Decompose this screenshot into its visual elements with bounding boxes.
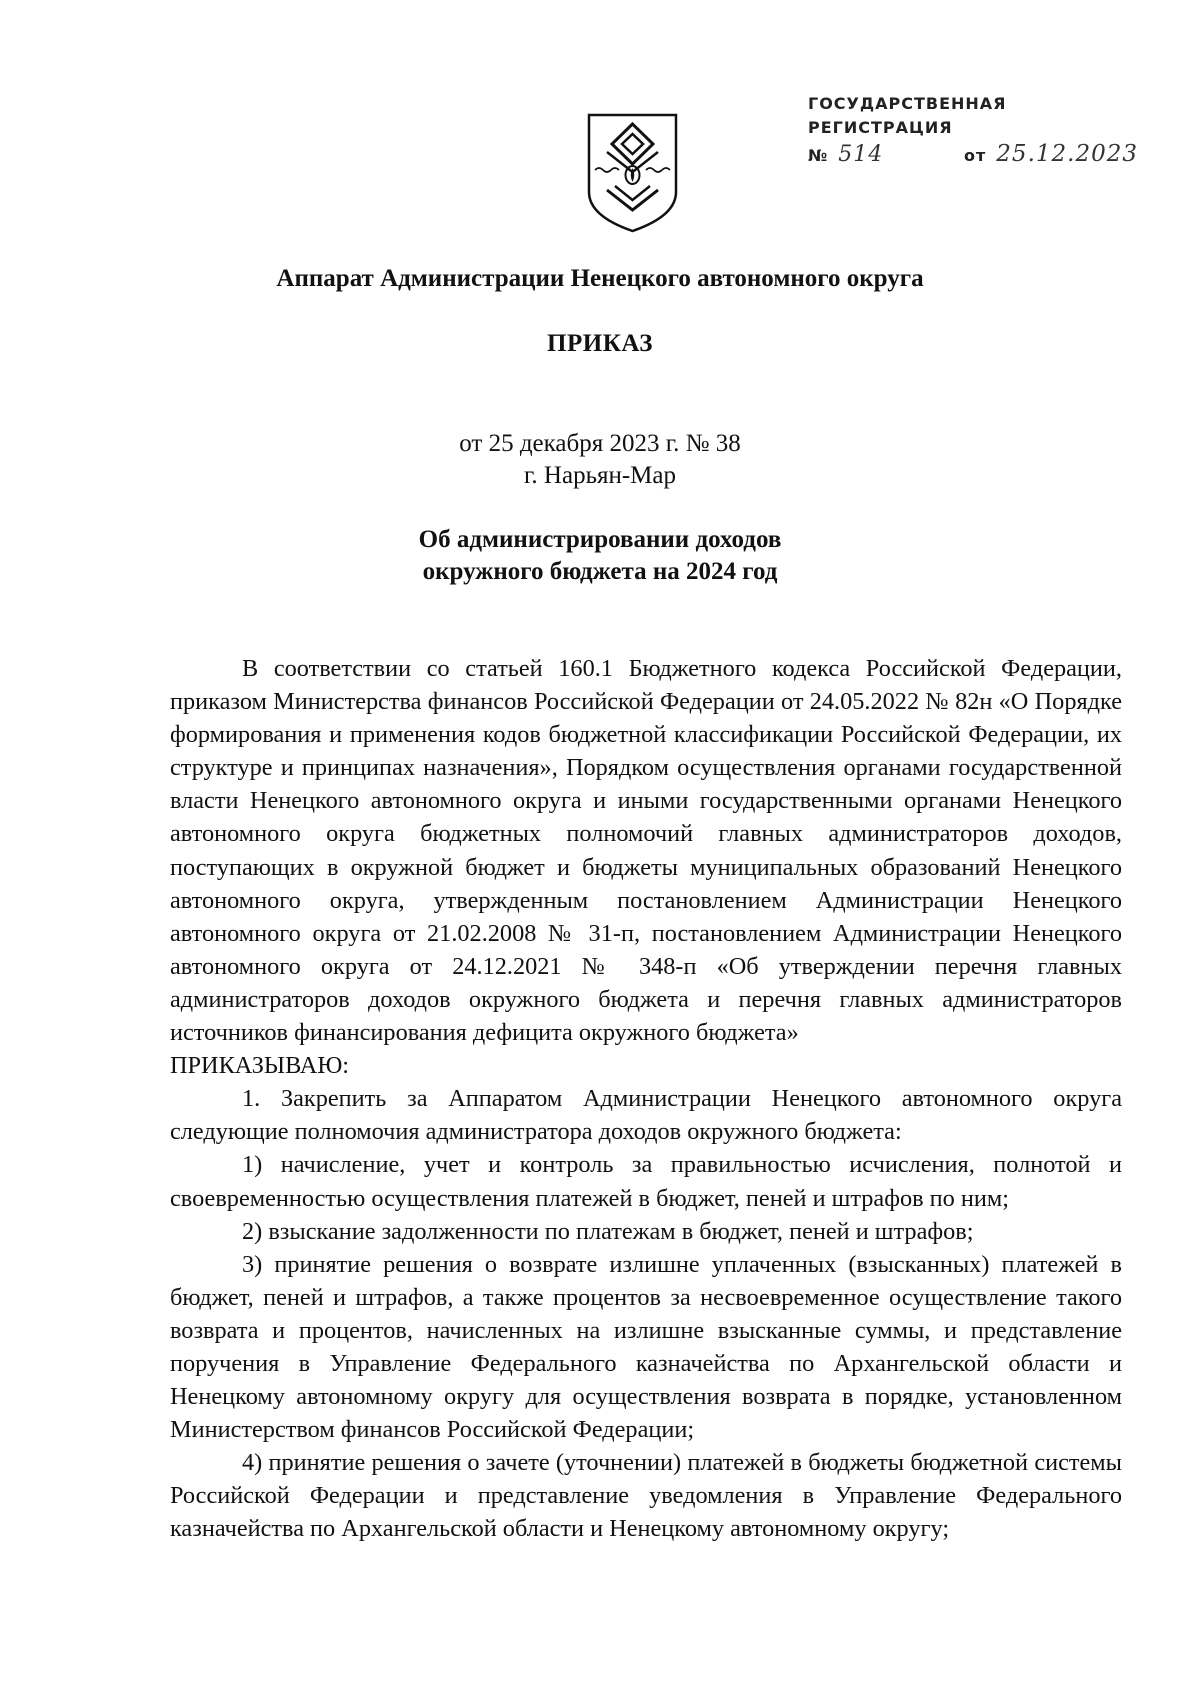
registration-stamp (808, 92, 1138, 168)
stamp-line-1: ГОСУДАРСТВЕННАЯ (808, 94, 1007, 113)
document-type: ПРИКАЗ (547, 330, 653, 357)
coat-of-arms-emblem (585, 112, 680, 234)
subitem-3-paragraph: 3) принятие решения о возврате излишне уплаченных (взысканных) платежей в бюджет, пеней и штрафов, а также процентов за несвоевременное осуществление такого возврата и процентов, начисленных на излишне взысканные суммы, и представление поручения в Управление Федерального казначейства по Архангельской области и Ненецкому автономному округу для осуществления возврата в порядке, установленном Министерством финансов Российской Федерации; (170, 1250, 1122, 1444)
document-title-line-2: окружного бюджета на 2024 год (422, 558, 778, 585)
stamp-date-label: от (964, 146, 987, 165)
stamp-line-2: РЕГИСТРАЦИЯ (808, 118, 953, 137)
document-title-line-1: Об администрировании доходов (418, 526, 782, 553)
preamble-paragraph: В соответствии со статьей 160.1 Бюджетного кодекса Российской Федерации, приказом Министерства финансов Российской Федерации от 24.05.2022 № 82н «О Порядке формирования и применения кодов бюджетной классификации Российской Федерации, их структуре и принципах назначения», Порядком осуществления органами государственной власти Ненецкого автономного округа и иными государственными органами Ненецкого автономного округа бюджетных полномочий главных администраторов доходов, поступающих в окружной бюджет и бюджеты муниципальных образований Ненецкого автономного округа, утвержденным постановлением Администрации Ненецкого автономного округа от 21.02.2008 № 31-п, постановлением Администрации Ненецкого автономного округа от 24.12.2021 № 348-п «Об утверждении перечня главных администраторов доходов окружного бюджета и перечня главных администраторов источников финансирования дефицита окружного бюджета» (170, 655, 1122, 1047)
subitem-1-paragraph: 1) начисление, учет и контроль за правильностью исчисления, полнотой и своевременностью осуществления платежей в бюджет, пеней и штрафов по ним; (170, 1151, 1122, 1212)
stamp-number-label: № (808, 146, 829, 165)
subitem-2-paragraph: 2) взыскание задолженности по платежам в бюджет, пеней и штрафов; (242, 1217, 974, 1245)
item-1-paragraph: 1. Закрепить за Аппаратом Администрации Ненецкого автономного округа следующие полномочия администратора доходов окружного бюджета: (170, 1085, 1122, 1146)
stamp-date-value: 25.12.2023 (996, 141, 1138, 167)
document-date-number: от 25 декабря 2023 г. № 38 (459, 430, 741, 457)
document-body (170, 652, 1122, 1546)
order-word: ПРИКАЗЫВАЮ: (170, 1052, 350, 1080)
organization-name: Аппарат Администрации Ненецкого автономного округа (276, 265, 924, 292)
stamp-number-value: 514 (838, 142, 884, 167)
stamp-number-line (808, 142, 1138, 168)
subitem-4-paragraph: 4) принятие решения о зачете (уточнении) платежей в бюджеты бюджетной системы Российской Федерации и представление уведомления в Управление Федерального казначейства по Архангельской области и Ненецкому автономному округу; (170, 1449, 1122, 1543)
document-place: г. Нарьян-Мар (523, 462, 676, 489)
